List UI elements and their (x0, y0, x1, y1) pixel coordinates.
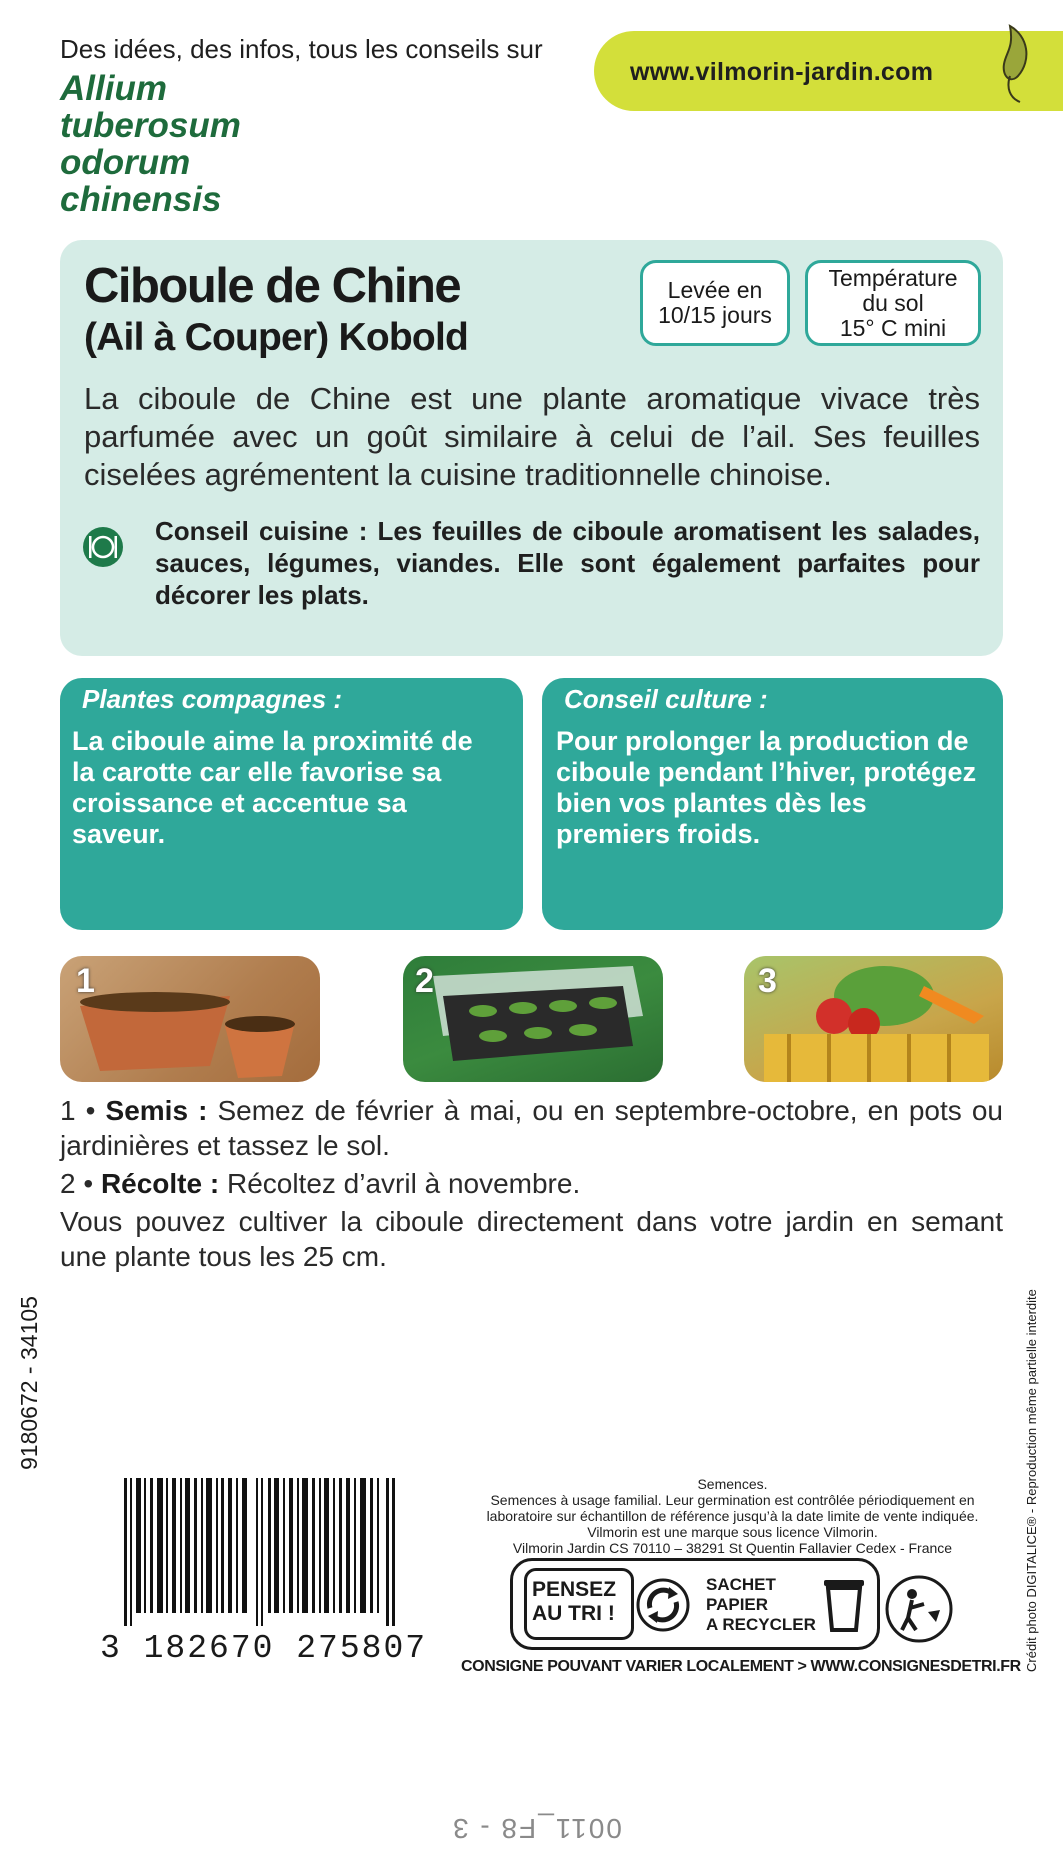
recolte-label: Récolte : (100, 1168, 220, 1199)
sachet-papier-text (706, 1575, 816, 1635)
badge-line: Levée en (667, 277, 763, 303)
temperature-badge (805, 260, 981, 346)
barcode (124, 1478, 397, 1626)
step-1-image (60, 956, 320, 1082)
latin-name-line: chinensis (60, 180, 222, 219)
recolte-instruction (60, 1166, 1003, 1201)
reference-code: 9180672 - 34105 (16, 1296, 42, 1470)
companions-heading: Plantes compagnes : (82, 684, 343, 714)
culture-heading: Conseil culture : (564, 684, 768, 714)
legal-line: Semences. (697, 1476, 768, 1492)
sachet-line: SACHET (706, 1575, 776, 1594)
semis-instruction (60, 1093, 1003, 1163)
step-number: 2 (415, 962, 434, 1000)
print-code: 0011_F8 - 3 (451, 1813, 622, 1844)
legal-line: Vilmorin Jardin CS 70110 – 38291 St Quentin Fallavier Cedex - France (512, 1540, 953, 1556)
planter-pots-illustration (60, 956, 320, 1082)
triman-icon (884, 1574, 954, 1644)
semis-prefix: 1 • (60, 1095, 106, 1126)
step-3-image (744, 956, 1003, 1082)
germination-badge (640, 260, 790, 346)
trash-bin-icon (820, 1574, 868, 1634)
recolte-text: Récoltez d’avril à novembre. (219, 1168, 581, 1199)
latin-name-line: Allium (60, 69, 167, 108)
product-title: Ciboule de Chine (84, 259, 461, 313)
plate-fork-knife-icon (82, 526, 124, 568)
recycle-arrows-icon (636, 1578, 690, 1632)
step-2-image (403, 956, 663, 1082)
step-number: 3 (758, 962, 777, 1000)
garden-note: Vous pouvez cultiver la ciboule directement dans votre jardin en semant une plante tous les 25 cm. (60, 1206, 1003, 1272)
semis-label: Semis : (105, 1095, 208, 1126)
legal-line: Vilmorin est une marque sous licence Vilmorin. (587, 1524, 878, 1540)
semis-text: Semez de février à mai, ou en septembre-octobre, en pots ou jardinières et tassez le sol. (60, 1095, 1003, 1161)
pensez-line: AU TRI ! (532, 1602, 615, 1625)
legal-line: Semences à usage familial. Leur germination est contrôlée périodiquement en laboratoire sur échantillon de référence jusqu’à la date limite de vente indiquée. (486, 1492, 979, 1524)
badge-line: 15° C mini (839, 314, 947, 341)
badge-line: du sol (862, 289, 924, 316)
badge-line: Température (828, 264, 958, 291)
product-description: La ciboule de Chine est une plante aromatique vivace très parfumée avec un goût similaire à celui de l’ail. Ses feuilles ciselées agrémentent la cuisine traditionnelle chinoise. (84, 381, 980, 492)
barcode-number: 3 182670 275807 (100, 1630, 428, 1667)
pensez-au-tri-text (532, 1578, 616, 1626)
vegetable-basket-illustration (744, 956, 1003, 1082)
culture-text: Pour prolonger la production de ciboule pendant l’hiver, protégez bien vos plantes dès les premiers froids. (556, 726, 977, 849)
photo-credit: Crédit photo DIGITALICE® - Reproduction même partielle interdite (1024, 1289, 1039, 1672)
sowing-instructions (60, 1093, 1003, 1277)
consigne-text: CONSIGNE POUVANT VARIER LOCALEMENT > WWW.CONSIGNESDETRI.FR (461, 1658, 1021, 1675)
step-number: 1 (76, 962, 95, 1000)
website-link[interactable]: www.vilmorin-jardin.com (630, 58, 934, 86)
pensez-line: PENSEZ (532, 1578, 617, 1601)
recolte-prefix: 2 • (60, 1168, 101, 1199)
kitchen-tip: Conseil cuisine : Les feuilles de ciboule aromatisent les salades, sauces, légumes, viandes. Elle sont également parfaites pour décorer les plats. (155, 516, 980, 610)
sachet-line: PAPIER (706, 1595, 769, 1614)
seedling-tray-illustration (403, 956, 663, 1082)
legal-notice (460, 1476, 1005, 1556)
leaf-logo-icon (980, 18, 1040, 108)
latin-name-line: tuberosum (60, 106, 241, 145)
badge-line: 10/15 jours (658, 302, 772, 328)
product-subtitle: (Ail à Couper) Kobold (84, 316, 468, 359)
intro-text: Des idées, des infos, tous les conseils sur (60, 34, 543, 64)
latin-name (60, 70, 241, 218)
companions-text: La ciboule aime la proximité de la carotte car elle favorise sa croissance et accentue sa saveur. (72, 726, 473, 849)
sachet-line: A RECYCLER (706, 1615, 816, 1634)
latin-name-line: odorum (60, 143, 191, 182)
